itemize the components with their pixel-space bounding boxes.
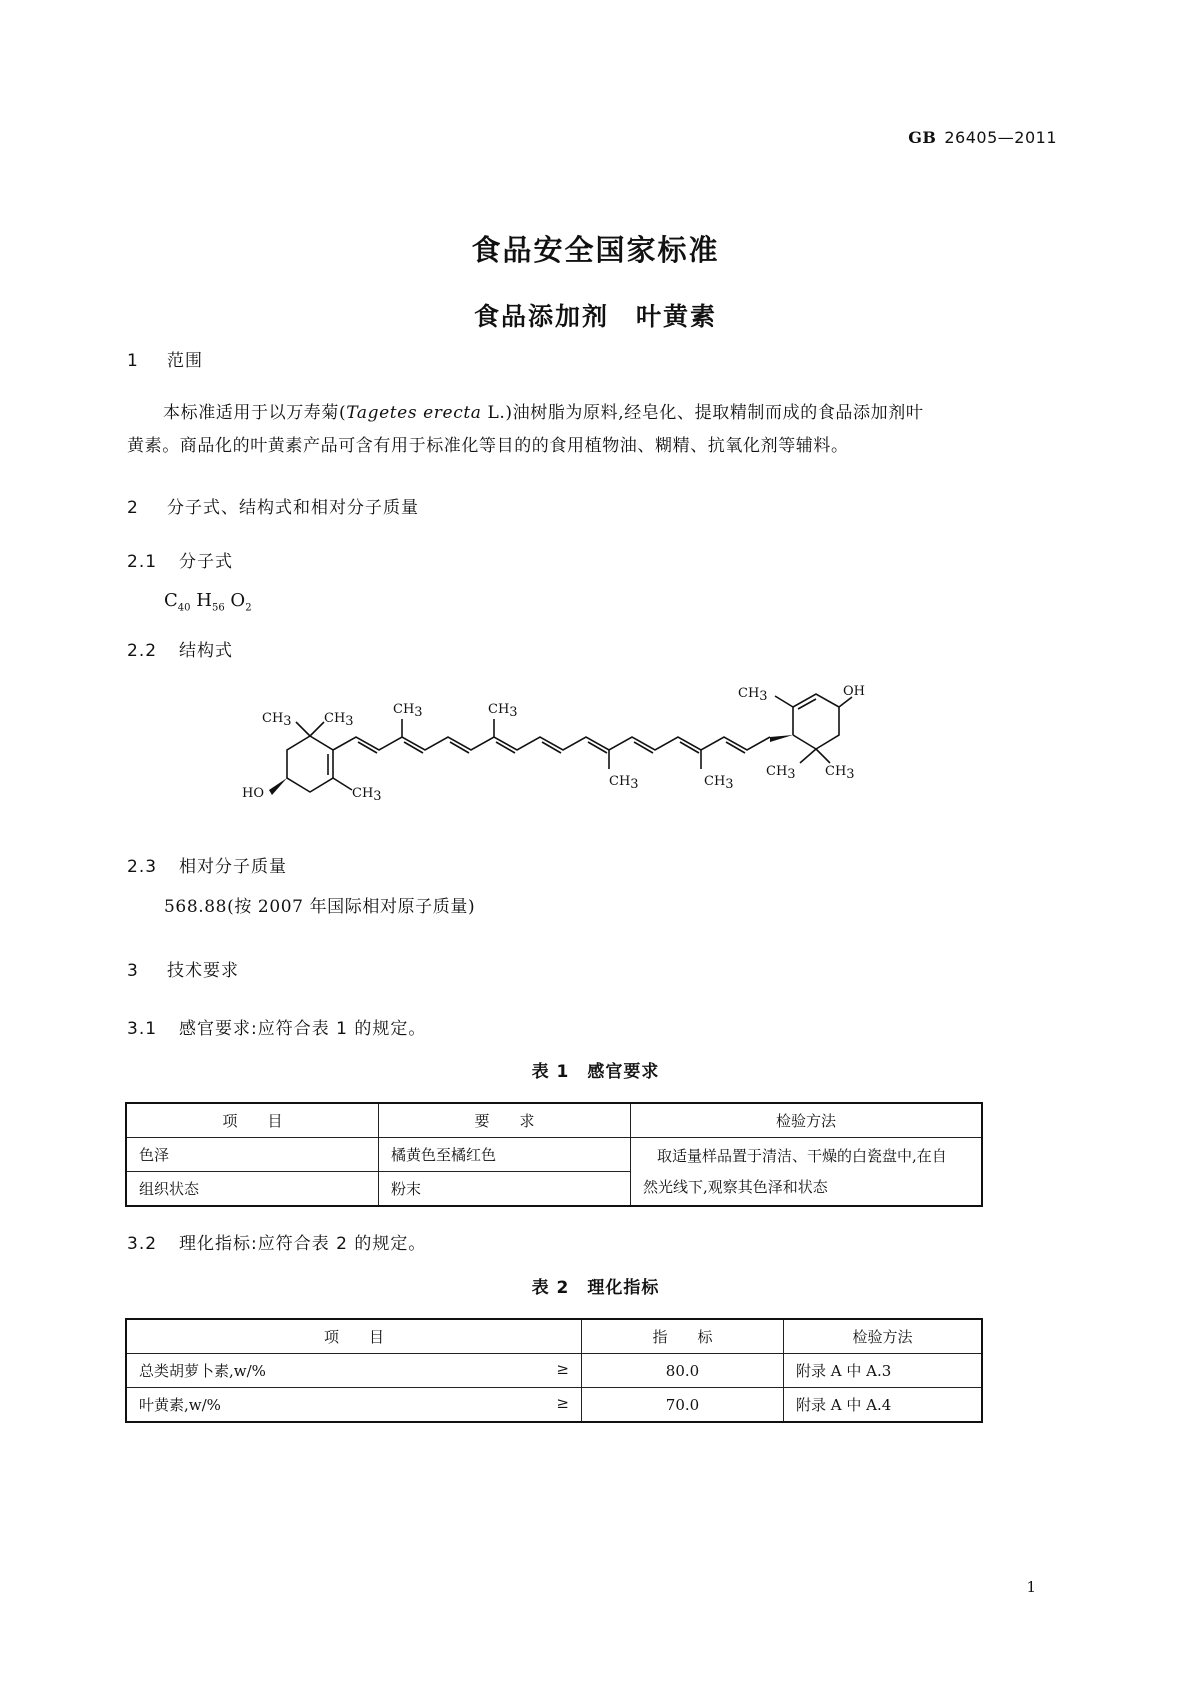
label-ch3-right-2: CH3 — [766, 764, 796, 782]
section-number: 3.1 — [127, 1019, 158, 1039]
molar-mass-text: 568.88(按 2007 年国际相对原子质量) — [164, 897, 476, 917]
formula-h-count: 56 — [211, 602, 225, 614]
table-cell-item: 色泽 — [126, 1138, 379, 1172]
label-ch3-chain-2: CH3 — [488, 702, 518, 720]
label-ch3-left-1: CH3 — [262, 711, 292, 729]
right-methyl-2 — [800, 749, 816, 763]
table-header-cell: 项 目 — [126, 1319, 582, 1354]
section-number: 2.1 — [127, 552, 158, 572]
scope-text-b: L.)油树脂为原料,经皂化、提取精制而成的食品添加剂叶 — [481, 403, 924, 423]
standard-number: 26405—2011 — [944, 128, 1057, 147]
table-header-cell: 检验方法 — [631, 1103, 983, 1138]
right-wedge-bond — [770, 735, 793, 742]
section-title: 相对分子质量 — [179, 857, 287, 877]
operator: ≥ — [556, 1394, 569, 1412]
section-3-heading — [127, 956, 239, 981]
label-ho: HO — [242, 786, 264, 801]
section-2-3-heading — [127, 852, 287, 877]
label-ch3-right-3: CH3 — [825, 764, 855, 782]
section-title: 感官要求:应符合表 1 的规定。 — [179, 1019, 427, 1039]
section-number: 2 — [127, 498, 139, 518]
section-3-2-heading — [127, 1229, 426, 1254]
table-cell-item — [126, 1354, 582, 1388]
table-header-row — [126, 1103, 982, 1138]
table-cell-requirement: 粉末 — [379, 1172, 631, 1207]
table-cell-item: 组织状态 — [126, 1172, 379, 1207]
section-title: 结构式 — [179, 641, 233, 661]
formula-c: C — [164, 590, 178, 611]
table-row — [126, 1388, 982, 1423]
table-header-cell: 检验方法 — [784, 1319, 983, 1354]
scope-latin-name: Tagetes erecta — [346, 403, 482, 423]
scope-text-line2: 黄素。商品化的叶黄素产品可含有用于标准化等目的的食用植物油、糊精、抗氧化剂等辅料。 — [127, 436, 849, 456]
table-cell-item — [126, 1388, 582, 1423]
table-cell-method — [631, 1138, 983, 1207]
table-cell-value: 70.0 — [582, 1388, 784, 1423]
section-number: 3.2 — [127, 1234, 158, 1254]
formula-o: O — [230, 590, 246, 611]
table-cell-value: 80.0 — [582, 1354, 784, 1388]
label-ch3-right-1: CH3 — [738, 686, 768, 704]
label-ch3-left-3: CH3 — [352, 786, 382, 804]
section-3-1-heading — [127, 1014, 426, 1039]
left-methyl-1 — [296, 722, 310, 736]
section-number: 2.3 — [127, 857, 158, 877]
formula-o-count: 2 — [245, 602, 252, 614]
label-ch3-chain-3: CH3 — [609, 774, 639, 792]
standard-prefix: GB — [908, 128, 937, 147]
table-cell-requirement: 橘黄色至橘红色 — [379, 1138, 631, 1172]
section-title: 范围 — [167, 351, 203, 371]
left-methyl-2 — [310, 722, 324, 736]
section-number: 2.2 — [127, 641, 158, 661]
label-ch3-left-2: CH3 — [324, 711, 354, 729]
left-ring — [287, 736, 333, 792]
operator: ≥ — [556, 1360, 569, 1378]
table-2 — [125, 1318, 983, 1423]
label-ch3-chain-4: CH3 — [704, 774, 734, 792]
left-methyl-3 — [333, 778, 352, 790]
table-header-cell: 指 标 — [582, 1319, 784, 1354]
right-methyl-3 — [816, 749, 830, 763]
main-title: 食品安全国家标准 — [471, 233, 720, 267]
section-number: 1 — [127, 351, 139, 371]
table-2-caption: 表 2 理化指标 — [531, 1278, 660, 1298]
table-row — [126, 1354, 982, 1388]
page-number: 1 — [1026, 1578, 1036, 1596]
table-cell-method: 附录 A 中 A.4 — [784, 1388, 983, 1423]
right-methyl-1 — [775, 696, 793, 707]
table-cell-method: 附录 A 中 A.3 — [784, 1354, 983, 1388]
lutein-structure-diagram — [0, 0, 1191, 840]
section-title: 分子式 — [179, 552, 233, 572]
table-1 — [125, 1102, 983, 1207]
table-1-caption: 表 1 感官要求 — [531, 1062, 660, 1082]
left-wedge-bond — [269, 778, 287, 795]
section-title: 理化指标:应符合表 2 的规定。 — [179, 1234, 427, 1254]
method-line-1: 取适量样品置于清洁、干燥的白瓷盘中,在自 — [657, 1146, 947, 1165]
section-number: 3 — [127, 961, 139, 981]
item-label: 叶黄素,w/% — [139, 1396, 221, 1414]
table-header-row — [126, 1319, 982, 1354]
label-ch3-chain-1: CH3 — [393, 702, 423, 720]
right-ring-double-bond — [798, 699, 816, 709]
scope-text-a: 本标准适用于以万寿菊( — [163, 403, 347, 423]
table-header-cell: 要 求 — [379, 1103, 631, 1138]
section-title: 分子式、结构式和相对分子质量 — [167, 498, 419, 518]
right-ring — [793, 694, 839, 749]
formula-c-count: 40 — [177, 602, 191, 614]
formula-h: H — [196, 590, 212, 611]
item-label: 总类胡萝卜素,w/% — [139, 1362, 266, 1380]
table-row — [126, 1138, 982, 1172]
label-oh: OH — [843, 684, 865, 699]
method-line-2: 然光线下,观察其色泽和状态 — [643, 1177, 828, 1196]
section-title: 技术要求 — [167, 961, 239, 981]
table-header-cell: 项 目 — [126, 1103, 379, 1138]
sub-title: 食品添加剂 叶黄素 — [473, 302, 717, 331]
